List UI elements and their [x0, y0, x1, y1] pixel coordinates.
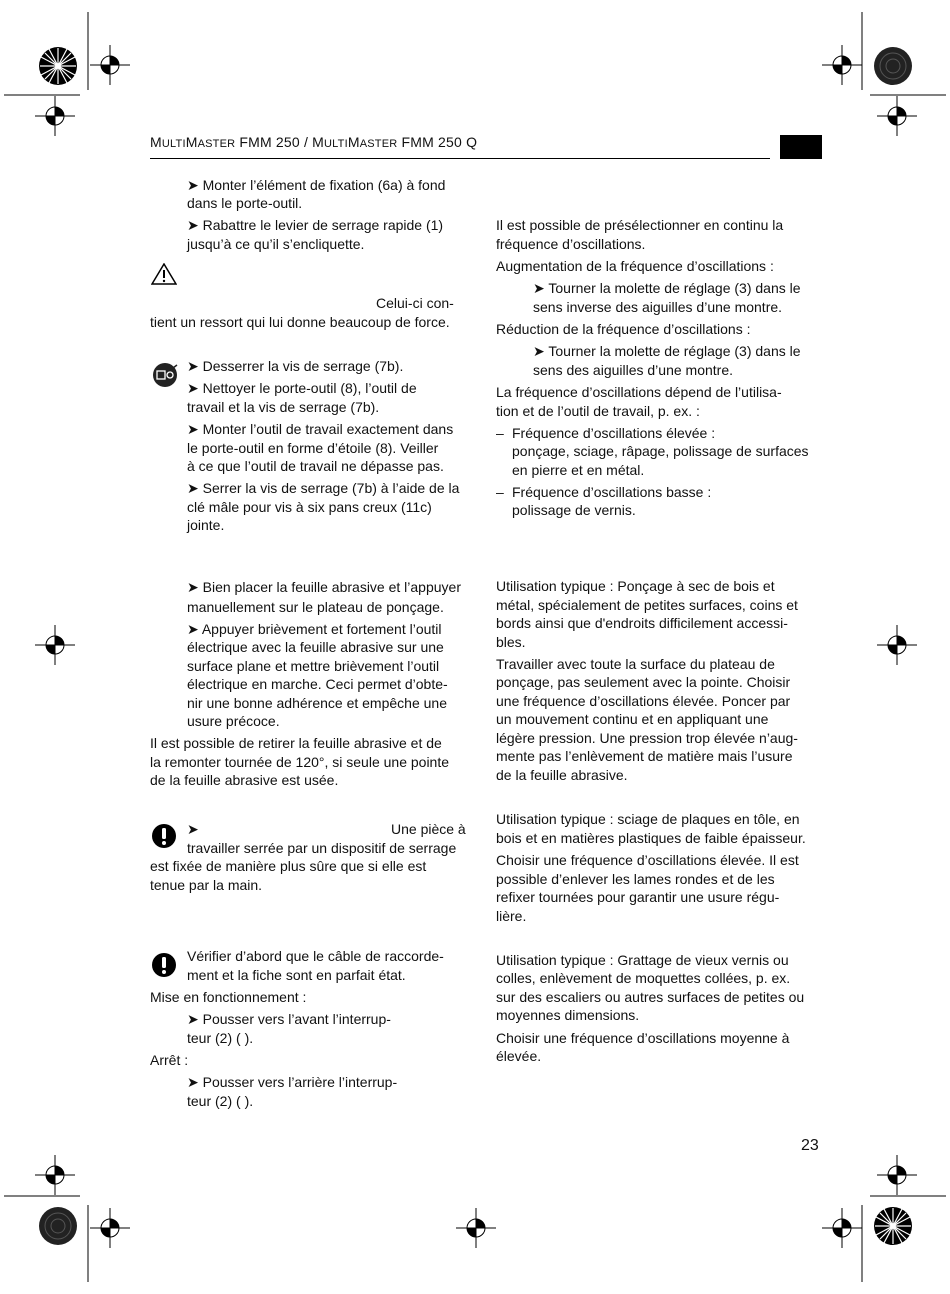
text-line: surface plane et mettre brièvement l’outil	[187, 658, 440, 674]
text-line: sens inverse des aiguilles d’une montre.	[533, 299, 783, 315]
text-line: bles.	[496, 634, 526, 650]
text-line: nir une bonne adhérence et empêche une	[187, 695, 447, 711]
text-line: une fréquence d’oscillations élevée. Poncer par	[496, 693, 791, 709]
text-line: Une pièce à	[391, 821, 466, 837]
text-line: à ce que l’outil de travail ne dépasse pas.	[187, 458, 444, 474]
text-line: électrique avec la feuille abrasive sur une	[187, 639, 444, 655]
text-line: un mouvement continu et en appliquant une	[496, 711, 769, 727]
text-line: tion et de l’outil de travail, p. ex. :	[496, 403, 700, 419]
text-line: Augmentation de la fréquence d’oscillations :	[496, 258, 774, 274]
text-line: manuellement sur le plateau de ponçage.	[187, 599, 444, 615]
warning-triangle-icon	[151, 263, 177, 285]
text-line: ➤ Nettoyer le porte-outil (8), l’outil de	[187, 380, 417, 396]
text-line: Choisir une fréquence d’oscillations élevée. Il est	[496, 852, 799, 868]
text-line: bords ainsi que d'endroits difficilement accessi-	[496, 615, 788, 631]
crosshair-icon	[822, 1208, 862, 1248]
text-line: teur (2) ( ).	[187, 1093, 254, 1109]
text-line: Celui-ci con-	[376, 295, 454, 311]
crosshair-icon	[35, 1155, 75, 1195]
text-line: ponçage, pas seulement avec la pointe. Choisir	[496, 674, 791, 690]
text-line: usure précoce.	[187, 713, 280, 729]
text-line: refixer tournées pour garantir une usure régu-	[496, 889, 780, 905]
text-line: le porte-outil en forme d’étoile (8). Veiller	[187, 440, 439, 456]
text-line: colles, enlèvement de moquettes collées, p. ex.	[496, 970, 791, 986]
text-line: est fixée de manière plus sûre que si elle est	[150, 858, 427, 874]
text-line: sens des aiguilles d’une montre.	[533, 362, 734, 378]
text-line: en pierre et en métal.	[512, 462, 645, 478]
text-line: travailler serrée par un dispositif de serrage	[187, 840, 457, 856]
text-line: fréquence d’oscillations.	[496, 236, 646, 252]
crosshair-icon	[90, 1208, 130, 1248]
registration-rosette-icon	[873, 1206, 913, 1246]
text-line: de la feuille abrasive est usée.	[150, 772, 339, 788]
text-line: Il est possible de retirer la feuille abrasive et de	[150, 735, 442, 751]
text-line: Vérifier d’abord que le câble de raccorde-	[187, 948, 444, 964]
text-line: mente pas l’enlèvement de matière mais l’usure	[496, 748, 793, 764]
text-line: tient un ressort qui lui donne beaucoup de force.	[150, 314, 450, 330]
text-line: ➤	[187, 821, 199, 837]
header-tab-marker	[780, 135, 822, 159]
text-line: Utilisation typique : Grattage de vieux vernis ou	[496, 952, 789, 968]
text-line: de la feuille abrasive.	[496, 767, 628, 783]
text-line: ponçage, sciage, râpage, polissage de surfaces	[512, 443, 809, 459]
text-line: bois et en matières plastiques de faible épaisseur.	[496, 830, 806, 846]
text-line: ➤ Monter l’outil de travail exactement dans	[187, 421, 454, 437]
text-line: ment et la fiche sont en parfait état.	[187, 967, 406, 983]
text-line: ➤ Desserrer la vis de serrage (7b).	[187, 358, 404, 374]
crosshair-icon	[90, 45, 130, 85]
text-line: Fréquence d’oscillations élevée :	[512, 425, 716, 441]
text-line: Choisir une fréquence d’oscillations moyenne à	[496, 1030, 790, 1046]
page-number: 23	[801, 1137, 819, 1154]
text-line: jointe.	[187, 517, 225, 533]
text-line: possible d’enlever les lames rondes et de les	[496, 871, 775, 887]
text-line: clé mâle pour vis à six pans creux (11c)	[187, 499, 432, 515]
header-rule	[150, 158, 770, 159]
text-line: Réduction de la fréquence d’oscillations :	[496, 321, 751, 337]
crosshair-icon	[877, 96, 917, 136]
tool-change-icon	[152, 362, 180, 388]
text-line: ➤ Tourner la molette de réglage (3) dans le	[533, 280, 801, 296]
exclamation-icon	[151, 952, 177, 978]
text-line: ➤ Rabattre le levier de serrage rapide (1)	[187, 217, 444, 233]
exclamation-icon	[151, 823, 177, 849]
text-line: teur (2) ( ).	[187, 1030, 254, 1046]
text-line: ➤ Appuyer brièvement et fortement l’outil	[187, 621, 442, 637]
text-line: travail et la vis de serrage (7b).	[187, 399, 380, 415]
text-line: élevée.	[496, 1048, 542, 1064]
registration-rosette-icon	[873, 46, 913, 86]
registration-rosette-icon	[38, 46, 78, 86]
text-line: jusqu’à ce qu’il s’encliquette.	[187, 236, 365, 252]
text-line: ➤ Serrer la vis de serrage (7b) à l’aide de la	[187, 480, 460, 496]
crosshair-icon	[35, 625, 75, 665]
text-line: tenue par la main.	[150, 877, 263, 893]
text-line: La fréquence d’oscillations dépend de l’utilisa-	[496, 384, 782, 400]
text-line: moyennes dimensions.	[496, 1007, 640, 1023]
text-line: ➤ Pousser vers l’avant l’interrup-	[187, 1011, 391, 1027]
text-line: électrique en marche. Ceci permet d’obte-	[187, 676, 448, 692]
text-line: métal, spécialement de petites surfaces, coins et	[496, 597, 798, 613]
text-line: ➤ Tourner la molette de réglage (3) dans le	[533, 343, 801, 359]
crosshair-icon	[456, 1208, 496, 1248]
registration-rosette-icon	[38, 1206, 78, 1246]
text-line: polissage de vernis.	[512, 502, 636, 518]
text-line: Utilisation typique : sciage de plaques en tôle, en	[496, 811, 800, 827]
text-line: Arrêt :	[150, 1052, 189, 1068]
list-bullet: –	[496, 484, 504, 500]
text-line: ➤ Bien placer la feuille abrasive et l’appuyer	[187, 579, 461, 595]
text-line: Il est possible de présélectionner en continu la	[496, 217, 784, 233]
text-line: légère pression. Une pression trop élevée n’aug-	[496, 730, 798, 746]
crosshair-icon	[822, 45, 862, 85]
crosshair-icon	[877, 625, 917, 665]
text-line: ➤ Monter l’élément de fixation (6a) à fond	[187, 177, 446, 193]
text-line: la remonter tournée de 120°, si seule une pointe	[150, 754, 450, 770]
text-line: lière.	[496, 908, 527, 924]
text-line: Travailler avec toute la surface du plateau de	[496, 656, 775, 672]
text-line: Fréquence d’oscillations basse :	[512, 484, 712, 500]
text-line: dans le porte-outil.	[187, 195, 303, 211]
crosshair-icon	[877, 1155, 917, 1195]
text-line: Utilisation typique : Ponçage à sec de bois et	[496, 578, 775, 594]
text-line: Mise en fonctionnement :	[150, 989, 307, 1005]
page-header-title: MULTIMASTER FMM 250 / MULTIMASTER FMM 250 Q	[150, 134, 478, 150]
list-bullet: –	[496, 425, 504, 441]
text-line: ➤ Pousser vers l’arrière l’interrup-	[187, 1074, 398, 1090]
crosshair-icon	[35, 96, 75, 136]
text-line: sur des escaliers ou autres surfaces de petites ou	[496, 989, 805, 1005]
